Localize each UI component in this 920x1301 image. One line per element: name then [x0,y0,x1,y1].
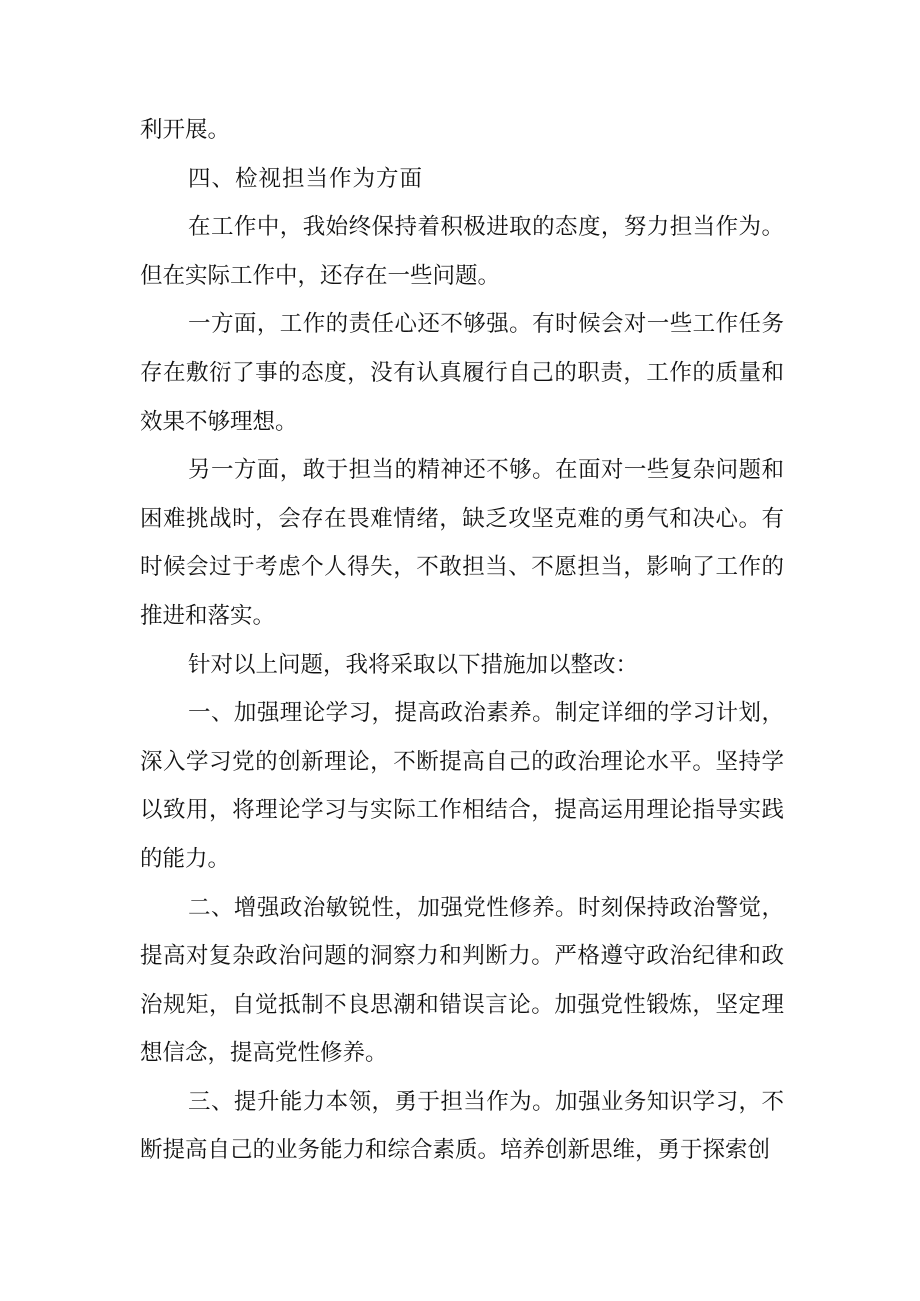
document-body [140,106,784,1175]
measure-2-paragraph: 二、增强政治敏锐性，加强党性修养。时刻保持政治警觉，提高对复杂政治问题的洞察力和判断力。严格遵守政治纪律和政治规矩，自觉抵制不良思潮和错误言论。加强党性锻炼，坚定理想信念，提高党性修养。 [140,894,784,1067]
measure-1-paragraph: 一、加强理论学习，提高政治素养。制定详细的学习计划，深入学习党的创新理论，不断提高自己的政治理论水平。坚持学以致用，将理论学习与实际工作相结合，提高运用理论指导实践的能力。 [140,700,784,872]
section-heading: 四、检视担当作为方面 [188,165,424,192]
continuation-paragraph: 利开展。 [140,117,231,143]
measure-3-paragraph: 三、提升能力本领，勇于担当作为。加强业务知识学习，不断提高自己的业务能力和综合素质。培养创新思维，勇于探索创 [140,1088,784,1164]
responsibility-paragraph: 一方面，工作的责任心还不够强。有时候会对一些工作任务存在敷衍了事的态度，没有认真履行自己的职责，工作的质量和效果不够理想。 [140,311,784,435]
measures-intro-paragraph: 针对以上问题，我将采取以下措施加以整改： [188,651,639,678]
courage-paragraph: 另一方面，敢于担当的精神还不够。在面对一些复杂问题和困难挑战时，会存在畏难情绪，缺乏攻坚克难的勇气和决心。有时候会过于考虑个人得失，不敢担当、不愿担当，影响了工作的推进和落实。 [140,457,784,629]
intro-paragraph: 在工作中，我始终保持着积极进取的态度，努力担当作为。但在实际工作中，还存在一些问题。 [140,214,784,289]
